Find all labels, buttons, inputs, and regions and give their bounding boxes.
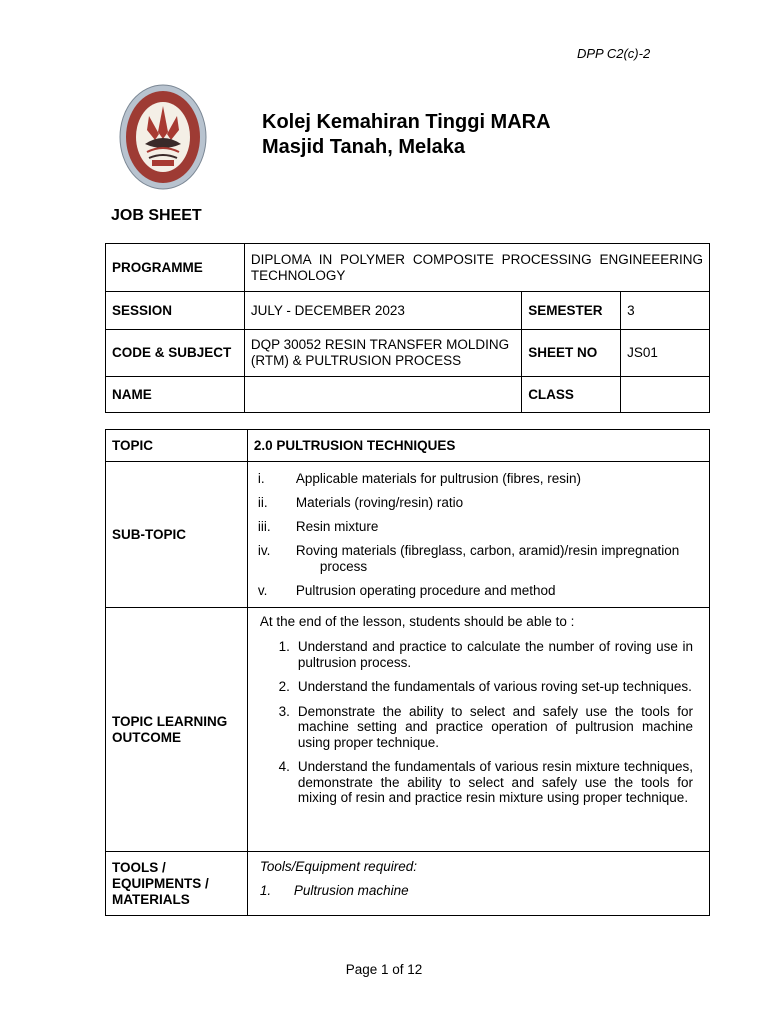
session-value: JULY - DECEMBER 2023 [244, 292, 521, 330]
semester-label: SEMESTER [522, 292, 621, 330]
list-item: 1. Understand and practice to calculate the number of roving use in pultrusion process. [278, 639, 693, 670]
list-item: 2. Understand the fundamentals of various roving set-up techniques. [278, 679, 692, 694]
topic-table [105, 429, 710, 916]
college-name-line1: Kolej Kemahiran Tinggi MARA [262, 111, 551, 133]
class-value[interactable] [621, 377, 710, 413]
list-item: i. Applicable materials for pultrusion (fibres, resin) [257, 470, 581, 486]
programme-label: PROGRAMME [106, 244, 245, 292]
sheet-no-label: SHEET NO [522, 330, 621, 377]
name-value[interactable] [244, 377, 521, 413]
code-subject-label: CODE & SUBJECT [106, 330, 245, 377]
session-label: SESSION [106, 292, 245, 330]
tools-label: TOOLS / EQUIPMENTS / MATERIALS [106, 852, 248, 916]
list-item: ii. Materials (roving/resin) ratio [257, 494, 464, 510]
learning-outcome-intro: At the end of the lesson, students should be able to : [259, 614, 575, 629]
semester-value: 3 [621, 292, 710, 330]
subtopic-list [258, 471, 703, 599]
learning-outcome-label: TOPIC LEARNING OUTCOME [106, 608, 248, 852]
list-item: iii. Resin mixture [257, 518, 379, 534]
topic-label: TOPIC [106, 430, 248, 462]
code-subject-value: DQP 30052 RESIN TRANSFER MOLDING (RTM) & PULTRUSION PROCESS [244, 330, 521, 377]
list-item: 3. Demonstrate the ability to select and safely use the tools for machine setting and practice operation of pultrusion machine using proper technique. [278, 703, 693, 750]
college-logo [119, 84, 207, 190]
list-item: 4. Understand the fundamentals of various resin mixture techniques, demonstrate the ability to select and safely use the tools for mixing of resin and practice resin mixture using proper technique. [278, 759, 693, 805]
class-label: CLASS [522, 377, 621, 413]
college-name [262, 110, 551, 160]
page-number: Page 1 of 12 [345, 962, 423, 977]
sheet-no-value: JS01 [621, 330, 710, 377]
list-item: v. Pultrusion operating procedure and method [257, 582, 556, 598]
learning-outcome-list [260, 639, 693, 806]
document-reference: DPP C2(c)-2 [577, 46, 651, 61]
list-item: 1. Pultrusion machine [259, 883, 409, 898]
subtopic-label: SUB-TOPIC [106, 462, 248, 608]
tools-intro: Tools/Equipment required: [259, 859, 417, 874]
programme-value: DIPLOMA IN POLYMER COMPOSITE PROCESSING ENGINEEERING TECHNOLOGY [244, 244, 709, 292]
info-table [105, 243, 710, 413]
college-name-line2: Masjid Tanah, Melaka [262, 136, 466, 158]
list-item: iv. Roving materials (fibreglass, carbon, aramid)/resin impregnation process [257, 542, 680, 574]
document-title: JOB SHEET [111, 207, 202, 224]
topic-value: 2.0 PULTRUSION TECHNIQUES [247, 430, 709, 462]
name-label: NAME [106, 377, 245, 413]
